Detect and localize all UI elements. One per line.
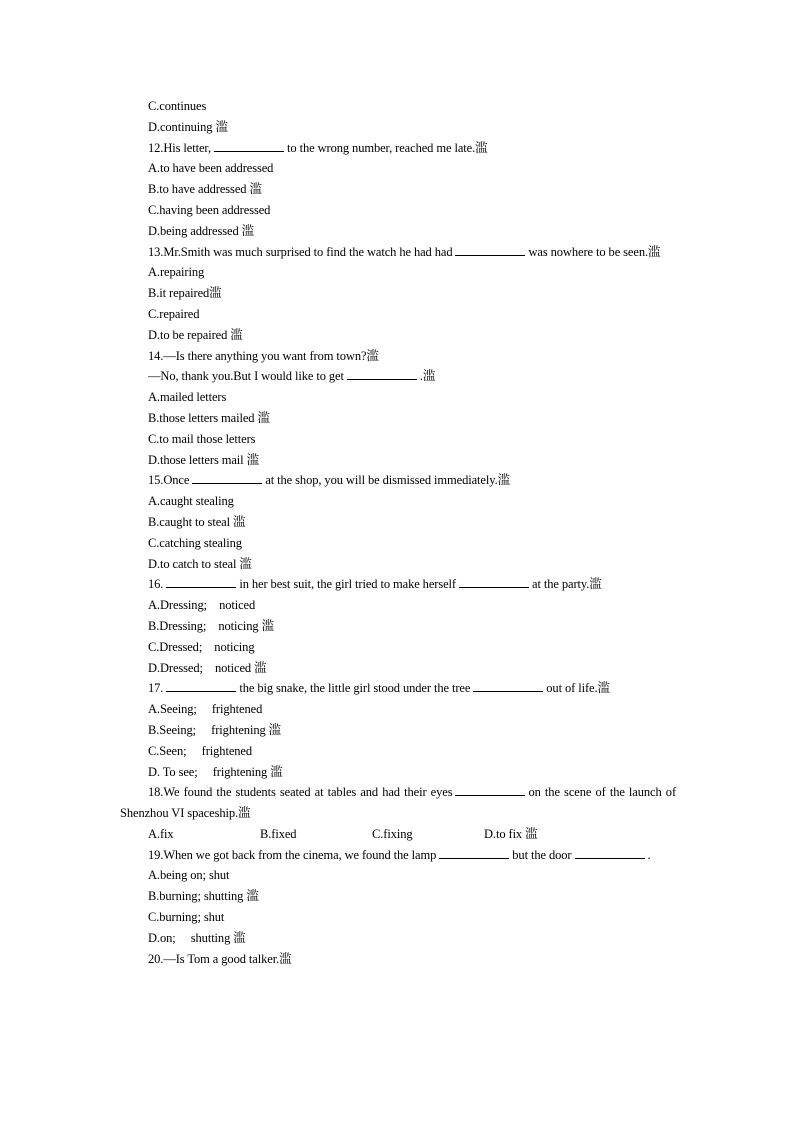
option-line: B.caught to steal 滥: [148, 514, 246, 529]
answer-blank: [473, 680, 543, 692]
option-d: D.to fix 滥: [484, 826, 538, 841]
answer-blank: [455, 244, 525, 256]
option-line: B.burning; shutting 滥: [148, 889, 259, 904]
option-line: A.being on; shut: [148, 868, 230, 883]
answer-blank: [575, 847, 645, 859]
option-line: A.repairing: [148, 265, 205, 280]
option-line: D. To see; frightening 滥: [148, 764, 283, 779]
answer-blank: [214, 140, 284, 152]
question-text: out of life.滥: [546, 681, 610, 696]
option-line: D.Dressed; noticed 滥: [148, 660, 267, 675]
answer-blank: [459, 576, 529, 588]
question-19: [120, 845, 676, 866]
question-text: .: [647, 847, 651, 862]
question-text: but the door: [512, 847, 572, 862]
option-line: C.to mail those letters: [148, 431, 256, 446]
question-text: at the party.滥: [532, 577, 602, 592]
option-line: B.those letters mailed 滥: [148, 410, 270, 425]
document-page: [120, 96, 676, 969]
question-text: 18.We found the students seated at tables and had their eyes: [148, 785, 453, 800]
question-text: in her best suit, the girl tried to make herself: [239, 577, 456, 592]
question-text: the big snake, the little girl stood under the tree: [239, 681, 471, 696]
answer-blank: [455, 784, 525, 796]
q18-options-row: [120, 824, 676, 845]
answer-blank: [166, 576, 236, 588]
question-14: 14.—Is there anything you want from town?滥: [148, 348, 379, 363]
question-text: —No, thank you.But I would like to get: [148, 369, 344, 384]
question-text: was nowhere to be seen.滥: [528, 244, 661, 259]
option-line: C.having been addressed: [148, 202, 271, 217]
question-14-reply: [120, 366, 676, 387]
option-line: D.being addressed 滥: [148, 223, 255, 238]
question-text: 12.His letter,: [148, 140, 212, 155]
option-line: D.on; shutting 滥: [148, 930, 246, 945]
option-line: C.Dressed; noticing: [148, 639, 255, 654]
question-17: [120, 678, 676, 699]
question-16: [120, 574, 676, 595]
question-text: to the wrong number, reached me late.滥: [287, 140, 488, 155]
option-line: C.repaired: [148, 306, 200, 321]
answer-blank: [347, 368, 417, 380]
option-line: A.mailed letters: [148, 390, 227, 405]
option-b: B.fixed: [260, 826, 297, 841]
question-text: 15.Once: [148, 473, 190, 488]
question-text: 19.When we got back from the cinema, we found the lamp: [148, 847, 437, 862]
option-line: B.to have addressed 滥: [148, 182, 262, 197]
question-text: .滥: [419, 369, 436, 384]
option-line: D.to catch to steal 滥: [148, 556, 252, 571]
question-12: [120, 138, 676, 159]
option-line: B.Dressing; noticing 滥: [148, 618, 274, 633]
question-text: at the shop, you will be dismissed immediately.滥: [265, 473, 511, 488]
question-text: 17.: [148, 681, 164, 696]
answer-blank: [439, 847, 509, 859]
answer-blank: [192, 472, 262, 484]
option-line: B.it repaired滥: [148, 286, 222, 301]
option-line: D.to be repaired 滥: [148, 327, 243, 342]
option-line: A.Seeing; frightened: [148, 702, 263, 717]
option-line: A.to have been addressed: [148, 161, 274, 176]
option-line: C.Seen; frightened: [148, 743, 253, 758]
option-line: C.catching stealing: [148, 535, 242, 550]
question-20: 20.—Is Tom a good talker.滥: [148, 951, 292, 966]
option-line: C.burning; shut: [148, 910, 225, 925]
option-line: D.those letters mail 滥: [148, 452, 259, 467]
question-13: [120, 242, 676, 263]
option-a: A.fix: [148, 826, 174, 841]
option-line: C.continues: [148, 99, 207, 113]
question-text: on the scene of the launch of Shenzhou VI spaceship.滥: [120, 785, 677, 821]
option-line: B.Seeing; frightening 滥: [148, 722, 282, 737]
option-line: A.caught stealing: [148, 494, 234, 509]
option-c: C.fixing: [372, 826, 413, 841]
question-18: [120, 782, 676, 824]
answer-blank: [166, 680, 236, 692]
option-line: D.continuing 滥: [148, 119, 228, 134]
option-line: A.Dressing; noticed: [148, 598, 256, 613]
question-15: [120, 470, 676, 491]
question-text: 13.Mr.Smith was much surprised to find the watch he had had: [148, 244, 453, 259]
question-text: 16.: [148, 577, 164, 592]
